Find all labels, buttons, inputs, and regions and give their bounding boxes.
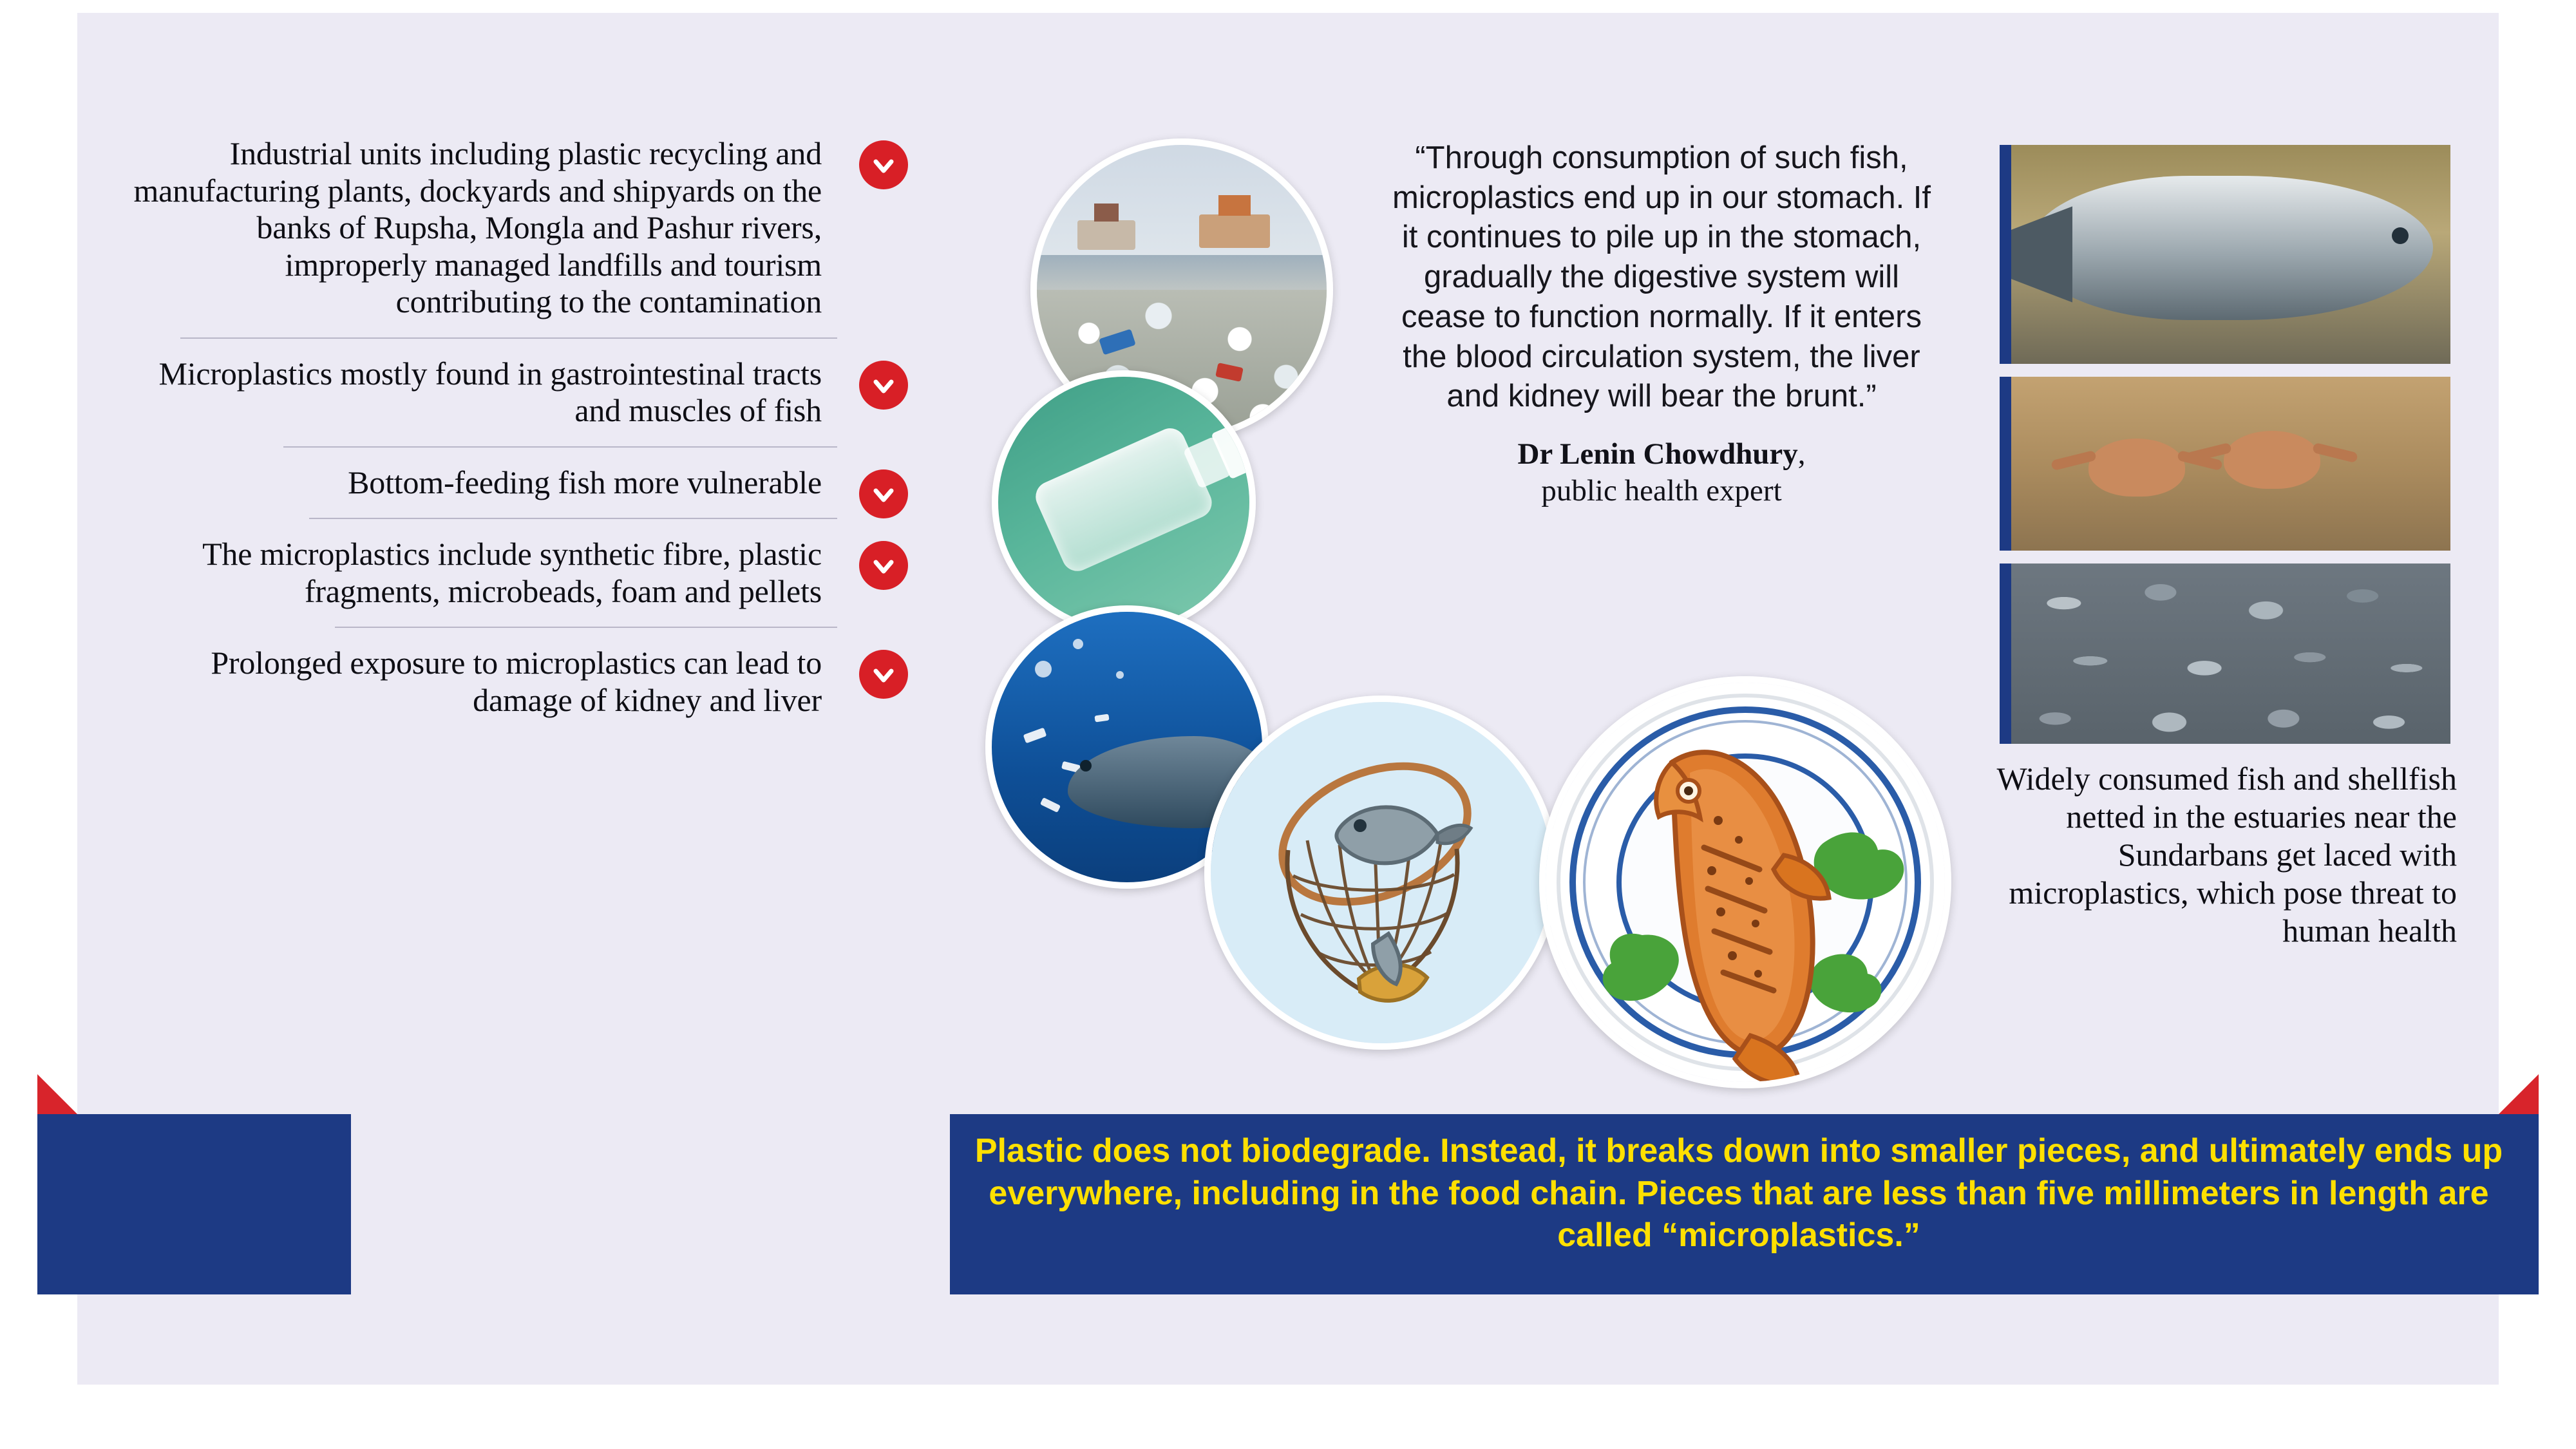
cooked-fish-on-plate-illustration xyxy=(1539,676,1951,1088)
quote-author: Dr Lenin Chowdhury xyxy=(1517,437,1798,471)
check-circle-icon xyxy=(859,541,908,590)
bullet-item-2 xyxy=(122,355,908,430)
banner-right-accent xyxy=(2499,1074,2539,1114)
bubble-icon xyxy=(1035,661,1052,677)
fish-shape xyxy=(2029,176,2432,320)
bullet-item-5 xyxy=(122,645,908,719)
fish-in-net-illustration xyxy=(1204,696,1558,1050)
net-and-fish-drawing xyxy=(1211,702,1552,1043)
bullet-divider xyxy=(335,627,837,628)
check-circle-icon xyxy=(859,469,908,518)
crab-shape xyxy=(2088,439,2185,497)
bullet-item-1-text: Industrial units including plastic recycling and manufacturing plants, dockyards and shipyards on the banks of Rupsha, Mongla and Pashur rivers, improperly managed landfills and tourism contributing to the contamination xyxy=(133,135,822,319)
bullet-divider xyxy=(283,446,837,448)
bullet-item-2-text: Microplastics mostly found in gastrointestinal tracts and muscles of fish xyxy=(158,355,822,428)
crabs-photo xyxy=(2000,377,2450,551)
bullet-item-4-text: The microplastics include synthetic fibre, plastic fragments, microbeads, foam and pellets xyxy=(202,536,822,609)
crab-shape xyxy=(2224,431,2320,489)
boat-icon xyxy=(1077,220,1135,250)
litter-fragment xyxy=(1099,328,1135,355)
plate-and-fish-drawing xyxy=(1546,683,1945,1082)
bullet-item-5-text: Prolonged exposure to microplastics can lead to damage of kidney and liver xyxy=(211,645,822,718)
quote-author-suffix: , xyxy=(1797,437,1806,471)
barramundi-fish-photo xyxy=(2000,145,2450,364)
check-circle-icon xyxy=(859,650,908,699)
bullet-item-1 xyxy=(122,135,908,321)
shrimp-pile-photo xyxy=(2000,564,2450,744)
right-caption-text: Widely consumed fish and shellfish netted in the estuaries near the Sundarbans get laced with microplastics, which pose threat to human health xyxy=(1996,761,2457,949)
banner-notch xyxy=(351,1114,950,1294)
quote-attribution xyxy=(1385,436,1938,509)
bullet-list xyxy=(122,135,908,719)
bullet-divider xyxy=(309,518,837,519)
bullet-item-4 xyxy=(122,536,908,610)
quote-text: “Through consumption of such fish, microplastics end up in our stomach. If it continues to pile up in the stomach, gradually the digestive system will cease to function normally. If it enters the blood circulation system, the liver and kidney will bear the brunt.” xyxy=(1392,140,1931,414)
photo-background xyxy=(2011,564,2450,744)
bullet-item-3-text: Bottom-feeding fish more vulnerable xyxy=(348,464,822,500)
bubble-icon xyxy=(1073,639,1083,649)
check-circle-icon xyxy=(859,140,908,189)
plastic-bottle-underwater-photo xyxy=(992,370,1256,634)
bullet-item-3 xyxy=(122,464,908,502)
check-circle-icon xyxy=(859,361,908,410)
bullet-divider xyxy=(180,337,837,339)
banner-left-accent xyxy=(37,1074,77,1114)
boat-icon xyxy=(1199,214,1270,248)
quote-block xyxy=(1385,138,1938,509)
quote-role: public health expert xyxy=(1541,473,1782,507)
banner-text: Plastic does not biodegrade. Instead, it breaks down into smaller pieces, and ultimately ends up everywhere, including in the food chain. Pieces that are less than five millimeters in length are called “microplastics.” xyxy=(974,1132,2503,1255)
